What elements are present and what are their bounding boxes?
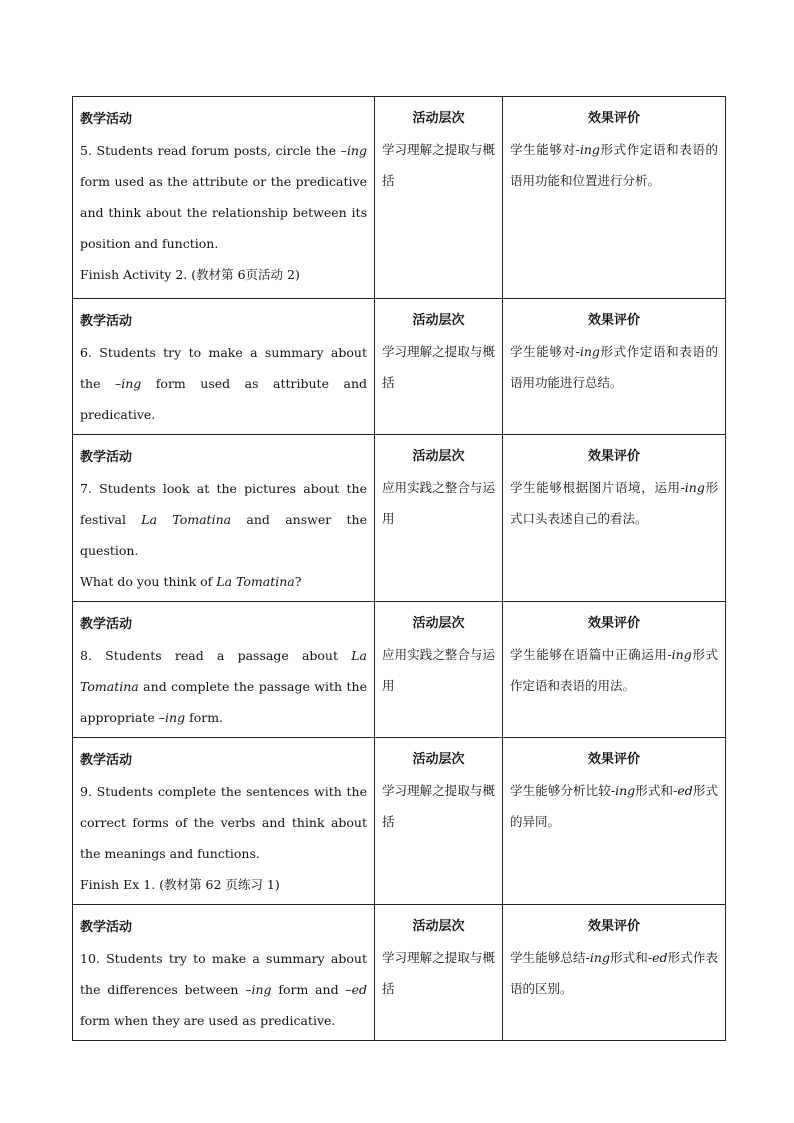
table-row — [73, 299, 726, 435]
activity-header: 教学活动 — [80, 314, 133, 329]
level-text: 学习理解之提取与概括 — [382, 950, 495, 996]
activity-header: 教学活动 — [80, 753, 133, 768]
activity-task: Finish Activity 2. (教材第 6页活动 2) — [80, 267, 300, 282]
evaluation-cell — [503, 435, 726, 602]
evaluation-text: 学生能够总结-ing形式和-ed形式作表语的区别。 — [510, 950, 718, 996]
activity-cell — [73, 435, 375, 602]
lesson-activity-table — [72, 96, 726, 1041]
activity-description: 10. Students try to make a summary about the differences between –ing form and –ed form when they are used as predicative. — [80, 951, 367, 1028]
activity-header: 教学活动 — [80, 112, 133, 127]
activity-description: 5. Students read forum posts, circle the –ing form used as the attribute or the predicative and think about the relationship between its position and function. — [80, 143, 367, 251]
level-text: 学习理解之提取与概括 — [382, 344, 495, 390]
activity-question: What do you think of La Tomatina? — [80, 574, 302, 589]
level-cell — [375, 738, 503, 905]
evaluation-header: 效果评价 — [587, 449, 640, 464]
level-text: 学习理解之提取与概括 — [382, 783, 495, 829]
level-text: 应用实践之整合与运用 — [382, 480, 495, 526]
evaluation-cell — [503, 602, 726, 738]
table-row — [73, 435, 726, 602]
evaluation-text: 学生能够分析比较-ing形式和-ed形式的异同。 — [510, 783, 718, 829]
evaluation-text: 学生能够对-ing形式作定语和表语的语用功能和位置进行分析。 — [510, 142, 718, 188]
evaluation-header: 效果评价 — [587, 616, 640, 631]
evaluation-text: 学生能够在语篇中正确运用-ing形式作定语和表语的用法。 — [510, 647, 718, 693]
level-header: 活动层次 — [412, 111, 465, 126]
evaluation-header: 效果评价 — [587, 111, 640, 126]
activity-cell — [73, 299, 375, 435]
activity-task: Finish Ex 1. (教材第 62 页练习 1) — [80, 877, 280, 892]
activity-description: 9. Students complete the sentences with the correct forms of the verbs and think about the meanings and functions. — [80, 784, 367, 861]
activity-description: 8. Students read a passage about La Tomatina and complete the passage with the appropriate –ing form. — [80, 648, 367, 725]
evaluation-text: 学生能够根据图片语境，运用-ing形式口头表述自己的看法。 — [510, 480, 718, 526]
table-row — [73, 602, 726, 738]
activity-cell — [73, 602, 375, 738]
table-row — [73, 738, 726, 905]
table-row — [73, 905, 726, 1041]
level-header: 活动层次 — [412, 616, 465, 631]
table-row — [73, 97, 726, 299]
activity-description: 7. Students look at the pictures about the festival La Tomatina and answer the question. — [80, 481, 368, 558]
activity-cell — [73, 905, 375, 1041]
level-header: 活动层次 — [412, 919, 465, 934]
evaluation-header: 效果评价 — [587, 919, 640, 934]
evaluation-header: 效果评价 — [587, 752, 640, 767]
activity-header: 教学活动 — [80, 617, 133, 632]
level-cell — [375, 905, 503, 1041]
evaluation-text: 学生能够对-ing形式作定语和表语的语用功能进行总结。 — [510, 344, 718, 390]
activity-description: 6. Students try to make a summary about the –ing form used as attribute and predicative. — [80, 345, 367, 422]
level-text: 学习理解之提取与概括 — [382, 142, 495, 188]
activity-cell — [73, 97, 375, 299]
level-cell — [375, 602, 503, 738]
level-header: 活动层次 — [412, 752, 465, 767]
evaluation-cell — [503, 738, 726, 905]
level-cell — [375, 435, 503, 602]
activity-header: 教学活动 — [80, 450, 133, 465]
level-text: 应用实践之整合与运用 — [382, 647, 495, 693]
activity-header: 教学活动 — [80, 920, 133, 935]
level-cell — [375, 299, 503, 435]
level-header: 活动层次 — [412, 313, 465, 328]
level-header: 活动层次 — [412, 449, 465, 464]
evaluation-cell — [503, 97, 726, 299]
evaluation-header: 效果评价 — [587, 313, 640, 328]
activity-cell — [73, 738, 375, 905]
evaluation-cell — [503, 299, 726, 435]
evaluation-cell — [503, 905, 726, 1041]
level-cell — [375, 97, 503, 299]
